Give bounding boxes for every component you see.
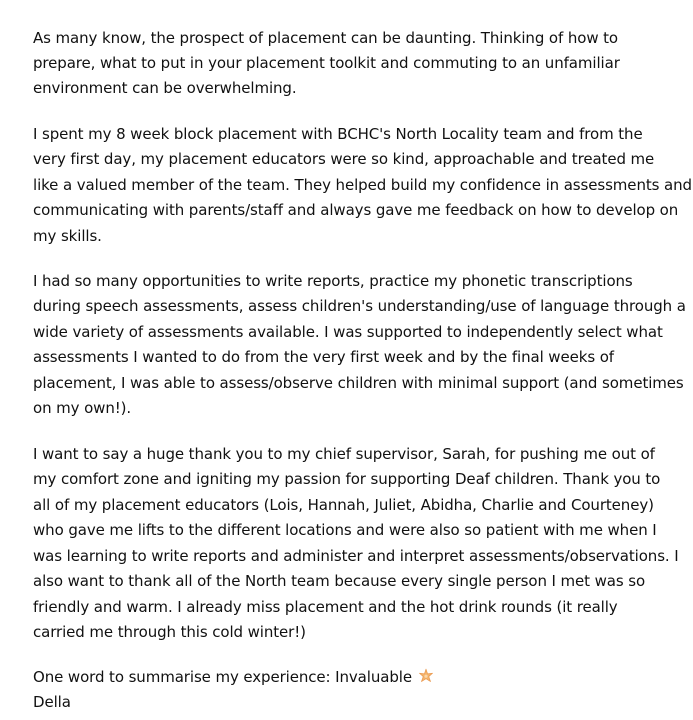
- sparkle-star-icon: [418, 668, 434, 684]
- paragraph-4-line-7: friendly and warm. I already miss placement and the hot drink rounds (it really: [33, 598, 618, 616]
- signature: Della: [33, 693, 71, 711]
- summary-line: [33, 667, 434, 687]
- paragraph-2-line-4: communicating with parents/staff and always gave me feedback on how to develop on: [33, 201, 679, 219]
- paragraph-4-line-5: was learning to write reports and administer and interpret assessments/observations. I: [33, 547, 679, 565]
- paragraph-4-line-8: carried me through this cold winter!): [33, 623, 306, 641]
- paragraph-3-line-5: placement, I was able to assess/observe children with minimal support (and sometimes: [33, 374, 684, 392]
- paragraph-4-line-6: also want to thank all of the North team because every single person I met was so: [33, 572, 646, 590]
- paragraph-4-line-1: I want to say a huge thank you to my chief supervisor, Sarah, for pushing me out of: [33, 445, 655, 463]
- paragraph-1-line-1: As many know, the prospect of placement can be daunting. Thinking of how to: [33, 29, 619, 47]
- paragraph-1-line-2: prepare, what to put in your placement toolkit and commuting to an unfamiliar: [33, 54, 620, 72]
- paragraph-2-line-2: very first day, my placement educators were so kind, approachable and treated me: [33, 150, 655, 168]
- paragraph-3-line-4: assessments I wanted to do from the very first week and by the final weeks of: [33, 348, 614, 366]
- paragraph-3-line-6: on my own!).: [33, 399, 132, 417]
- paragraph-3-line-1: I had so many opportunities to write reports, practice my phonetic transcriptions: [33, 272, 633, 290]
- paragraph-1-line-3: environment can be overwhelming.: [33, 79, 297, 97]
- paragraph-4-line-3: all of my placement educators (Lois, Hannah, Juliet, Abidha, Charlie and Courteney): [33, 496, 654, 514]
- paragraph-2-line-3: like a valued member of the team. They helped build my confidence in assessments and: [33, 176, 692, 194]
- paragraph-4-line-2: my comfort zone and igniting my passion for supporting Deaf children. Thank you to: [33, 470, 661, 488]
- summary-text: One word to summarise my experience: Invaluable: [33, 668, 412, 686]
- paragraph-3-line-2: during speech assessments, assess children's understanding/use of language through a: [33, 297, 686, 315]
- paragraph-4-line-4: who gave me lifts to the different locations and were also so patient with me when I: [33, 521, 657, 539]
- paragraph-3-line-3: wide variety of assessments available. I was supported to independently select what: [33, 323, 663, 341]
- paragraph-2-line-5: my skills.: [33, 227, 102, 245]
- paragraph-2-line-1: I spent my 8 week block placement with BCHC's North Locality team and from the: [33, 125, 643, 143]
